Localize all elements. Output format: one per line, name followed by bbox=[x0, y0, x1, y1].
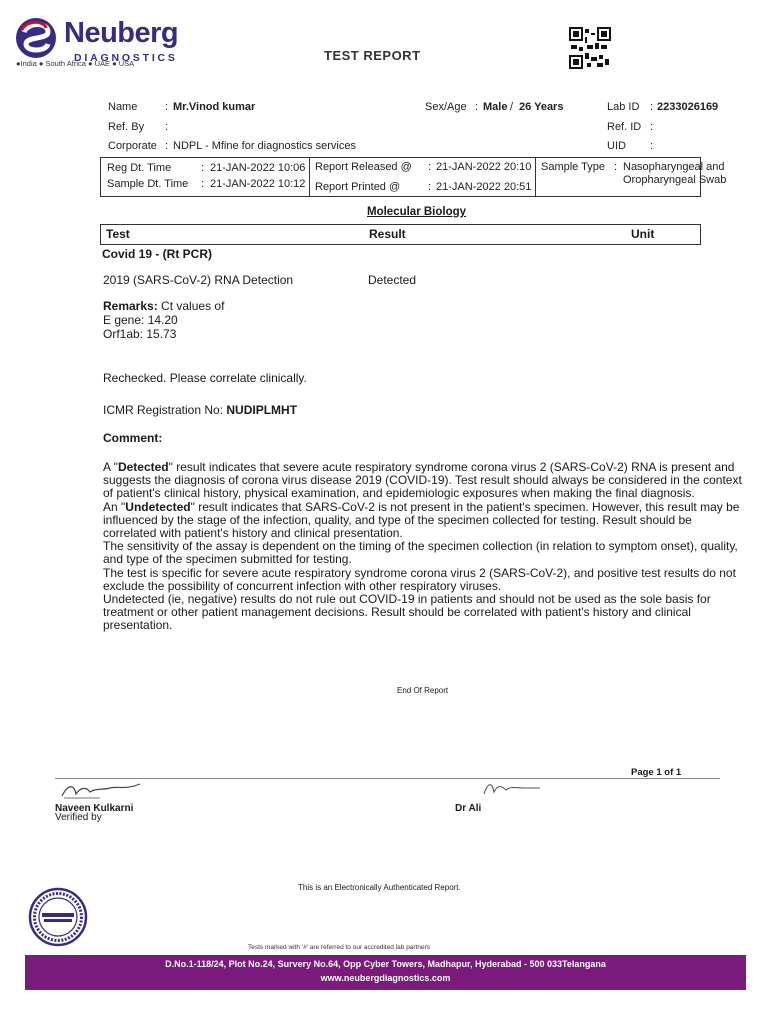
brand-locations: ●India ● South Africa ● UAE ● USA bbox=[16, 59, 135, 68]
refid-label: Ref. ID bbox=[607, 121, 642, 133]
remarks-text: Ct values of bbox=[161, 299, 225, 313]
labid-value: 2233026169 bbox=[657, 101, 719, 113]
test-result: Detected bbox=[368, 273, 417, 287]
neuberg-logo-icon bbox=[14, 16, 58, 60]
signature-1-icon bbox=[60, 780, 150, 802]
orf-value: Orf1ab: 15.73 bbox=[103, 327, 177, 341]
verifier-name: Naveen Kulkarni bbox=[55, 803, 134, 814]
authentication-note: This is an Electronically Authenticated Report. bbox=[298, 883, 461, 892]
lab-seal-icon bbox=[28, 887, 88, 947]
icmr-value: NUDIPLMHT bbox=[226, 403, 298, 417]
egene-value: E gene: 14.20 bbox=[103, 313, 178, 327]
recheck-note: Rechecked. Please correlate clinically. bbox=[103, 371, 307, 385]
comment-undetected: An "Undetected" result indicates that SARS-CoV-2 is not present in the patient's specimen. However, this result may be influenced by the stage of the infection, quality, and type of the specimen collected for testing. Result should be correlated with patient's history and clinical presentation. bbox=[103, 499, 740, 541]
printed-label: Report Printed @ bbox=[315, 181, 401, 193]
comment-detected: A "Detected" result indicates that severe acute respiratory syndrome corona virus 2 (SARS-CoV-2) RNA is present and suggests the diagnosis of corona virus disease 2019 (COVID-19). Test result should always be considered in the context of patient's clinical history, physical examination, and epidemiologic exposures when making the final diagnosis. bbox=[103, 460, 742, 501]
sample-type-line2: Oropharyngeal Swab bbox=[623, 174, 727, 186]
comment-negative: Undetected (ie, negative) results do not rule out COVID-19 in patients and should not be used as the sole basis for treatment or other patient management decisions. Result should be correlated with patient's history and clinical presentation. bbox=[103, 592, 711, 633]
released-value: 21-JAN-2022 20:10 bbox=[436, 161, 532, 173]
remarks-label: Remarks: bbox=[103, 299, 158, 313]
name-label: Name bbox=[108, 101, 138, 113]
comment-sensitivity: The sensitivity of the assay is dependent on the timing of the specimen collection (in relation to symptom onset), quality, and type of the specimen submitted for testing. bbox=[103, 539, 738, 567]
corporate-label: Corporate bbox=[108, 140, 157, 152]
released-label: Report Released @ bbox=[315, 161, 412, 173]
footer-website[interactable]: www.neubergdiagnostics.com bbox=[320, 973, 451, 983]
corporate-value: NDPL - Mfine for diagnostics services bbox=[173, 140, 356, 152]
result-table-header bbox=[100, 224, 701, 245]
printed-value: 21-JAN-2022 20:51 bbox=[436, 181, 532, 193]
brand-name: Neuberg bbox=[64, 17, 179, 49]
labid-label: Lab ID bbox=[607, 101, 640, 113]
sample-label: Sample Dt. Time bbox=[107, 178, 189, 190]
footer-bar bbox=[25, 955, 746, 990]
col-result: Result bbox=[369, 227, 406, 241]
verifier-role: Verified by bbox=[55, 812, 102, 823]
reg-label: Reg Dt. Time bbox=[107, 162, 172, 174]
footer-address: D.No.1-118/24, Plot No.24, Survery No.64, Opp Cyber Towers, Madhapur, Hyderabad - 500 033Telangana bbox=[165, 959, 606, 969]
qr-code-icon bbox=[569, 27, 611, 69]
sample-value: 21-JAN-2022 10:12 bbox=[210, 178, 306, 190]
brand-logo bbox=[14, 14, 179, 72]
icmr-label: ICMR Registration No: bbox=[103, 403, 224, 417]
sample-type-label: Sample Type bbox=[541, 161, 606, 173]
age-value: 26 Years bbox=[519, 101, 564, 113]
section-title: Molecular Biology bbox=[367, 206, 467, 218]
sample-type-line1: Nasopharyngeal and bbox=[623, 161, 725, 173]
doctor-name: Dr Ali bbox=[455, 803, 482, 814]
col-test: Test bbox=[106, 227, 130, 241]
signature-2-icon bbox=[480, 780, 550, 800]
comment-specificity: The test is specific for severe acute respiratory syndrome corona virus 2 (SARS-CoV-2), and positive test results do not exclude the possibility of concurrent infection with other respiratory viruses. bbox=[103, 565, 736, 593]
report-title: TEST REPORT bbox=[324, 48, 421, 63]
col-unit: Unit bbox=[631, 227, 655, 241]
remarks-line bbox=[103, 300, 224, 314]
accreditation-note: Tests marked with '#' are referred to our accredited lab partners bbox=[248, 944, 431, 951]
end-of-report: End Of Report bbox=[397, 686, 449, 695]
brand-subtitle: DIAGNOSTICS bbox=[74, 52, 178, 64]
reg-value: 21-JAN-2022 10:06 bbox=[210, 162, 306, 174]
sex-value: Male bbox=[483, 101, 508, 113]
test-group: Covid 19 - (Rt PCR) bbox=[102, 247, 213, 261]
refby-label: Ref. By bbox=[108, 121, 145, 133]
comment-block bbox=[103, 461, 743, 633]
patient-name: Mr.Vinod kumar bbox=[173, 101, 256, 113]
test-name: 2019 (SARS-CoV-2) RNA Detection bbox=[103, 273, 294, 287]
comment-label: Comment: bbox=[103, 431, 163, 445]
sexage-label: Sex/Age bbox=[425, 101, 467, 113]
page-number: Page 1 of 1 bbox=[631, 767, 682, 778]
signature-divider bbox=[55, 778, 720, 779]
icmr-line bbox=[103, 404, 297, 418]
uid-label: UID bbox=[607, 140, 626, 152]
